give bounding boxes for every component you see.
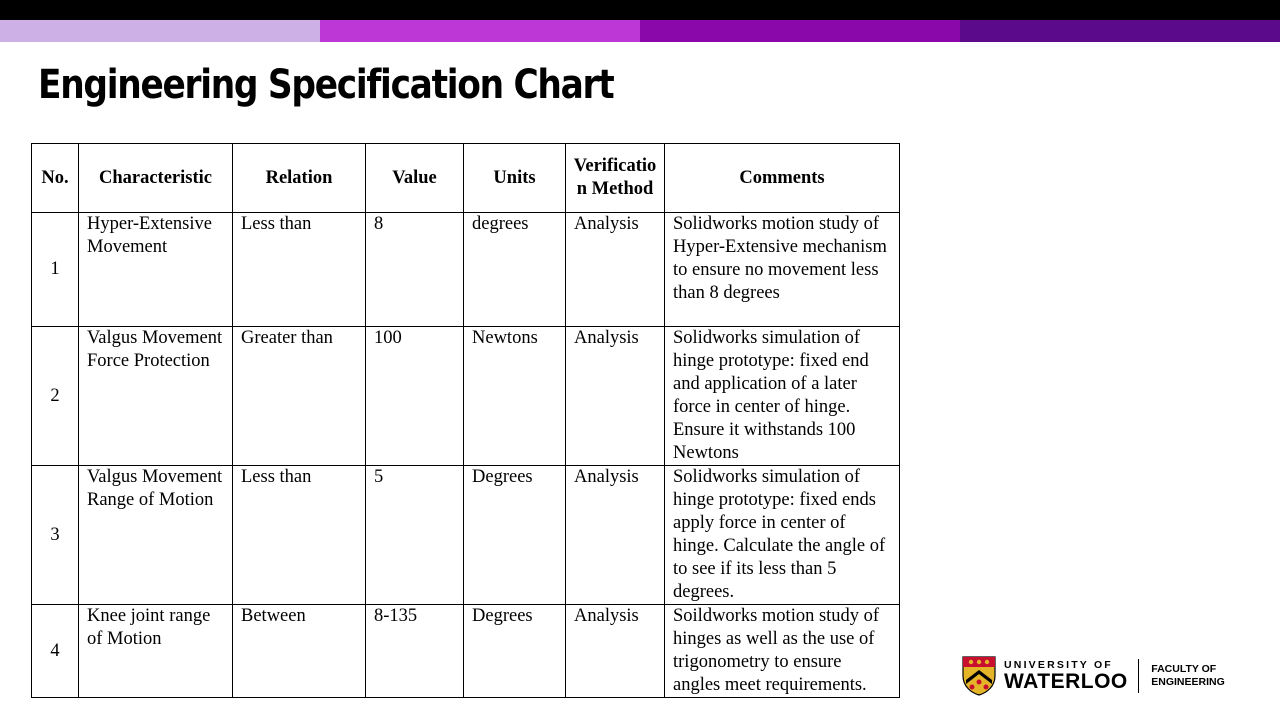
waterloo-label: WATERLOO xyxy=(1004,670,1128,693)
table-row xyxy=(32,327,900,466)
verification-cell: Analysis xyxy=(566,605,665,698)
faculty-line-2: ENGINEERING xyxy=(1151,676,1225,688)
characteristic-cell: Valgus Movement Force Protection xyxy=(79,327,233,466)
color-band-segment-3 xyxy=(640,20,960,42)
value-cell: 8 xyxy=(366,213,464,327)
color-band-segment-2 xyxy=(320,20,640,42)
value-cell: 5 xyxy=(366,466,464,605)
table-row xyxy=(32,466,900,605)
comments-cell: Solidworks simulation of hinge prototype: fixed end and application of a later force in center of hinge. Ensure it withstands 100 Newtons xyxy=(665,327,900,466)
characteristic-cell: Knee joint range of Motion xyxy=(79,605,233,698)
row-number: 1 xyxy=(32,213,79,327)
row-number: 2 xyxy=(32,327,79,466)
header-characteristic: Characteristic xyxy=(79,144,233,213)
faculty-label xyxy=(1151,663,1225,689)
header-verification-method: Verification Method xyxy=(566,144,665,213)
verification-cell: Analysis xyxy=(566,327,665,466)
units-cell: degrees xyxy=(464,213,566,327)
university-wordmark xyxy=(1004,659,1128,693)
relation-cell: Between xyxy=(233,605,366,698)
color-band-segment-4 xyxy=(960,20,1280,42)
units-cell: Degrees xyxy=(464,466,566,605)
value-cell: 100 xyxy=(366,327,464,466)
table-row xyxy=(32,213,900,327)
verification-cell: Analysis xyxy=(566,466,665,605)
comments-cell: Solidworks motion study of Hyper-Extensive mechanism to ensure no movement less than 8 degrees xyxy=(665,213,900,327)
university-logo xyxy=(962,655,1225,697)
header-no: No. xyxy=(32,144,79,213)
comments-cell: Soildworks motion study of hinges as well as the use of trigonometry to ensure angles meet requirements. xyxy=(665,605,900,698)
row-number: 4 xyxy=(32,605,79,698)
relation-cell: Greater than xyxy=(233,327,366,466)
shield-icon xyxy=(962,656,996,696)
units-cell: Degrees xyxy=(464,605,566,698)
specification-table xyxy=(31,143,900,698)
slide-title: Engineering Specification Chart xyxy=(38,62,614,108)
header-color-band xyxy=(0,20,1280,42)
relation-cell: Less than xyxy=(233,213,366,327)
header-value: Value xyxy=(366,144,464,213)
university-of-label: UNIVERSITY OF xyxy=(1004,659,1113,671)
logo-divider xyxy=(1138,659,1140,693)
color-band-segment-1 xyxy=(0,20,320,42)
value-cell: 8-135 xyxy=(366,605,464,698)
faculty-line-1: FACULTY OF xyxy=(1151,663,1217,675)
row-number: 3 xyxy=(32,466,79,605)
units-cell: Newtons xyxy=(464,327,566,466)
comments-cell: Solidworks simulation of hinge prototype: fixed ends apply force in center of hinge. Calculate the angle of to see if its less than 5 degrees. xyxy=(665,466,900,605)
top-bar xyxy=(0,0,1280,20)
verification-cell: Analysis xyxy=(566,213,665,327)
table-row xyxy=(32,605,900,698)
header-comments: Comments xyxy=(665,144,900,213)
relation-cell: Less than xyxy=(233,466,366,605)
header-relation: Relation xyxy=(233,144,366,213)
characteristic-cell: Valgus Movement Range of Motion xyxy=(79,466,233,605)
characteristic-cell: Hyper-Extensive Movement xyxy=(79,213,233,327)
header-units: Units xyxy=(464,144,566,213)
table-header-row xyxy=(32,144,900,213)
